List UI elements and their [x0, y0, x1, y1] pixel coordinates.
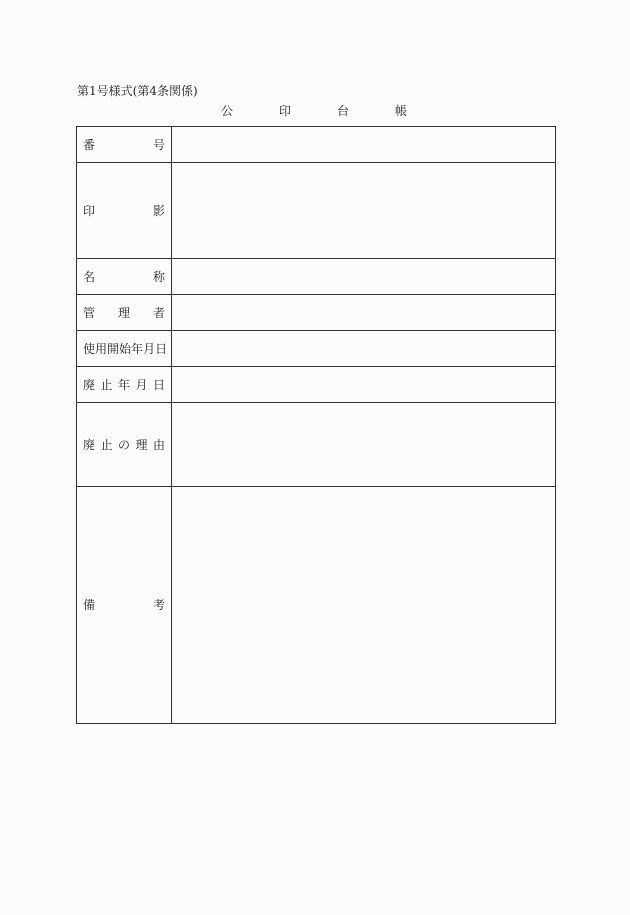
label-char: 者: [152, 305, 165, 320]
field-name[interactable]: [172, 259, 556, 295]
label-char: 年: [117, 377, 130, 392]
field-number[interactable]: [172, 127, 556, 163]
label-name: [77, 259, 172, 295]
label-char: 号: [152, 137, 165, 152]
row-abolition-reason: [77, 403, 556, 487]
label-char: の: [117, 437, 130, 452]
label-char: 年: [131, 341, 144, 356]
label-start-date: [77, 331, 172, 367]
field-abolition-date[interactable]: [172, 367, 556, 403]
label-char: 止: [100, 437, 113, 452]
label-char: 使: [83, 341, 96, 356]
field-remarks[interactable]: [172, 487, 556, 724]
field-start-date[interactable]: [172, 331, 556, 367]
label-abolition-reason: [77, 403, 172, 487]
row-name: [77, 259, 556, 295]
title-char: 台: [336, 104, 349, 118]
title-char: 印: [278, 104, 291, 118]
title-char: 公: [221, 104, 234, 118]
form-number: 第1号様式(第4条関係): [77, 84, 198, 98]
label-char: 月: [143, 341, 156, 356]
field-abolition-reason[interactable]: [172, 403, 556, 487]
label-char: 日: [155, 341, 168, 356]
label-char: 備: [83, 598, 96, 612]
label-char: 月: [135, 377, 148, 392]
label-char: 番: [83, 137, 96, 152]
label-char: 開: [107, 341, 120, 356]
label-char: 考: [152, 598, 165, 612]
label-char: 影: [152, 203, 165, 218]
row-remarks: [77, 487, 556, 724]
row-administrator: [77, 295, 556, 331]
seal-ledger-table: [76, 126, 556, 724]
label-char: 日: [152, 377, 165, 392]
label-char: 名: [83, 269, 96, 284]
label-char: 称: [152, 269, 165, 284]
label-char: 廃: [83, 377, 96, 392]
label-administrator: [77, 295, 172, 331]
label-abolition-date: [77, 367, 172, 403]
row-start-date: [77, 331, 556, 367]
label-char: 廃: [83, 437, 96, 452]
row-seal-impression: [77, 163, 556, 259]
label-char: 印: [83, 203, 96, 218]
label-char: 用: [95, 341, 108, 356]
row-abolition-date: [77, 367, 556, 403]
field-administrator[interactable]: [172, 295, 556, 331]
field-seal-impression[interactable]: [172, 163, 556, 259]
label-char: 始: [119, 341, 132, 356]
label-char: 理: [117, 305, 130, 320]
label-remarks: [77, 487, 172, 724]
label-seal-impression: [77, 163, 172, 259]
label-char: 管: [83, 305, 96, 320]
label-number: [77, 127, 172, 163]
title-char: 帳: [394, 104, 407, 118]
label-char: 由: [152, 437, 165, 452]
row-number: [77, 127, 556, 163]
label-char: 理: [135, 437, 148, 452]
label-char: 止: [100, 377, 113, 392]
document-title: [221, 103, 407, 119]
